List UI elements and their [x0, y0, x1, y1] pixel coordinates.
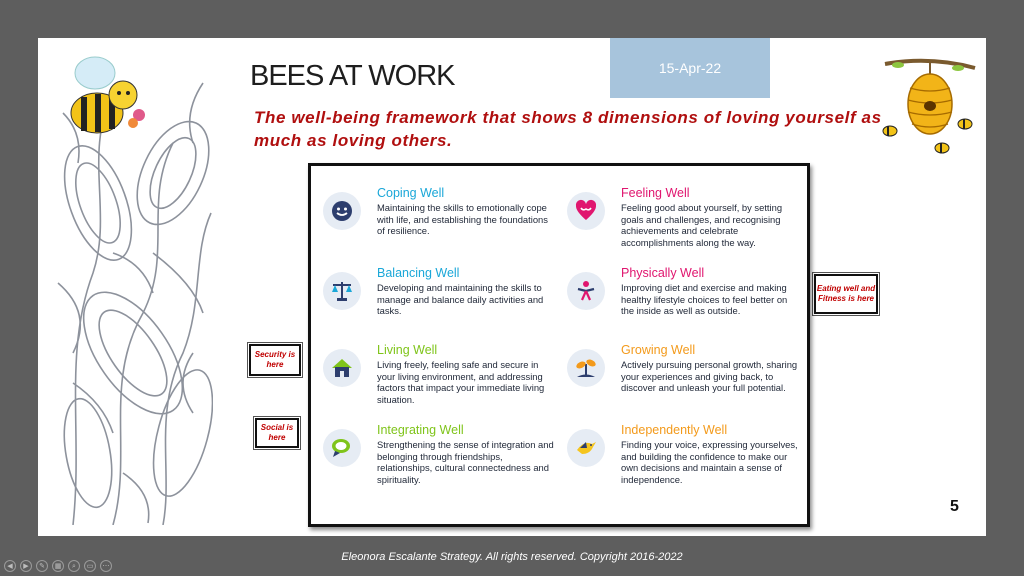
security-note: Security is here	[249, 344, 301, 376]
slideshow-controls	[4, 560, 112, 572]
framework-heading: Living Well	[377, 343, 438, 357]
framework-description: Developing and maintaining the skills to manage and balance daily activities and tasks.	[377, 282, 544, 316]
framework-heading: Growing Well	[621, 343, 696, 357]
plant-icon	[567, 349, 605, 387]
bird-icon	[567, 429, 605, 467]
date-box	[610, 38, 770, 98]
screen-options-icon[interactable]: ▭	[84, 560, 96, 572]
see-all-slides-icon[interactable]: ▦	[52, 560, 64, 572]
framework-heading: Physically Well	[621, 266, 705, 280]
framework-description: Maintaining the skills to emotionally cope with life, and establishing the foundations of resilience.	[377, 202, 548, 236]
framework-description: Living freely, feeling safe and secure in your living environment, and addressing factors that impact your immediate living situation.	[377, 359, 545, 405]
framework-description: Actively pursuing personal growth, sharing your experiences and giving back, to discover and unleash your full potential.	[621, 359, 798, 393]
floral-decoration-image	[53, 53, 213, 525]
framework-description: Finding your voice, expressing yourselves, and building the confidence to make our own decisions and maintain a sense of independence.	[621, 439, 798, 485]
house-icon	[323, 349, 361, 387]
zoom-icon[interactable]: ⌕	[68, 560, 80, 572]
framework-description: Feeling good about yourself, by setting goals and challenges, and recognising achievements and celebrate accomplishments along the way.	[621, 202, 783, 248]
smiley-icon	[323, 192, 361, 230]
framework-heading: Balancing Well	[377, 266, 460, 280]
framework-heading: Independently Well	[621, 423, 728, 437]
slide-title: BEES AT WORK	[250, 60, 455, 92]
eating-fitness-note: Eating well and Fitness is here	[814, 274, 878, 314]
copyright-footer: Eleonora Escalante Strategy. All rights reserved. Copyright 2016-2022	[341, 551, 683, 563]
beehive-icon	[880, 56, 980, 156]
scales-icon	[323, 272, 361, 310]
framework-heading: Coping Well	[377, 186, 445, 200]
pen-tool-icon[interactable]: ✎	[36, 560, 48, 572]
framework-description: Strengthening the sense of integration and belonging through friendships, relationships, cultural connectedness and spirituality.	[377, 439, 554, 485]
exercise-icon	[567, 272, 605, 310]
framework-description: Improving diet and exercise and making healthy lifestyle choices to feel better on the inside as well as outside.	[621, 282, 788, 316]
chat-icon	[323, 429, 361, 467]
slide	[38, 38, 986, 536]
framework-heading: Feeling Well	[621, 186, 690, 200]
previous-slide-icon[interactable]: ◀	[4, 560, 16, 572]
wellbeing-framework-panel	[308, 163, 810, 527]
social-note: Social is here	[255, 418, 299, 448]
page-number: 5	[950, 498, 959, 515]
heart-icon	[567, 192, 605, 230]
framework-heading: Integrating Well	[377, 423, 464, 437]
slide-date: 15-Apr-22	[658, 60, 722, 76]
slide-subtitle: The well-being framework that shows 8 dimensions of loving yourself as much as loving others.	[254, 108, 882, 150]
bee-icon	[71, 57, 145, 133]
more-options-icon[interactable]: ⋯	[100, 560, 112, 572]
next-slide-icon[interactable]: ▶	[20, 560, 32, 572]
